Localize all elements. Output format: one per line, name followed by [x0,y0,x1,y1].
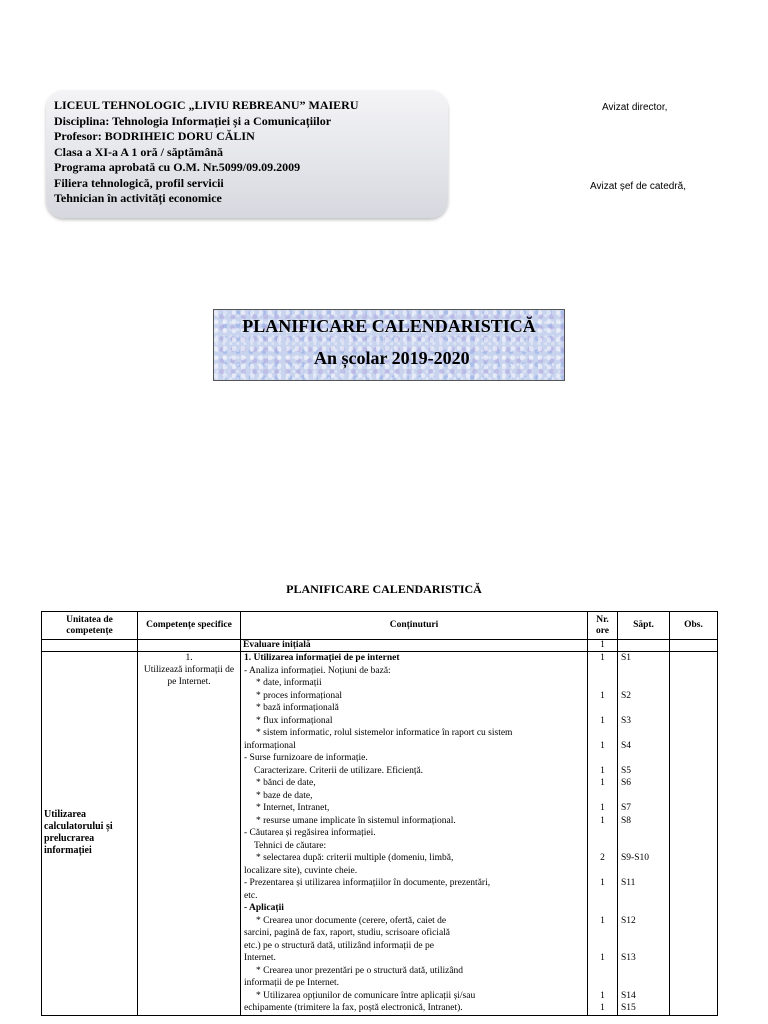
initial-evaluation-label: Evaluare inițială [241,640,588,652]
program-info: Programa aprobată cu O.M. Nr.5099/09.09.2009 [54,160,301,174]
week-value: S13 [621,953,636,963]
content-line: * resurse umane implicate în sistemul informațional. [256,815,456,826]
content-line: - Prezentarea și utilizarea informațiilor în documente, prezentări, [244,878,491,888]
specific-competence: 1. Utilizează informații de pe Internet. [138,652,241,1016]
hours-value [590,752,615,765]
hours-value: 1 [600,740,605,751]
competence-unit: Utilizarea calculatorului și prelucrarea informației [42,652,138,1016]
hours-value: 1 [600,715,605,726]
week-value: S6 [621,778,632,788]
title-line2: An școlar 2019-2020 [314,348,470,368]
content-line: 1. Utilizarea informației de pe internet [244,653,400,663]
week-value [621,927,667,940]
content-line: Tehnici de căutare: [254,840,327,851]
week-value: S9-S10 [621,853,649,863]
hours-value: 1 [600,815,605,826]
content-line: Internet. [244,953,276,963]
week-value: S5 [621,765,632,776]
header-box [46,90,448,218]
table-title: PLANIFICARE CALENDARISTICĂ [286,582,482,596]
hours-value [590,702,615,715]
hours-value [590,965,615,978]
week-value: S11 [621,878,636,888]
header-content: Conținuturi [241,612,588,640]
hours-value: 1 [600,878,605,888]
week-value [621,965,667,978]
week-value [621,827,667,840]
week-value [621,752,667,765]
track-info: Filiera tehnologică, profil servicii [54,175,224,190]
table-header-row [42,612,718,640]
week-cell [618,652,670,1016]
content-line: * bază informațională [256,703,339,713]
hours-value [590,927,615,940]
content-cell [241,652,588,1016]
week-value: S12 [621,915,636,926]
week-value: S7 [621,803,632,813]
week-value [621,677,667,690]
teacher: Profesor: BODRIHEIC DORU CĂLIN [54,129,255,143]
hours-value: 1 [600,690,605,701]
header-unit: Unitatea de competențe [42,612,138,640]
week-value [621,702,667,715]
content-line: - Aplicații [244,903,284,913]
content-line: - Analiza informației. Noțiuni de bază: [244,665,391,676]
content-line: * Crearea unor prezentări pe o structură dată, utilizând [256,965,464,976]
hours-value [590,840,615,853]
hours-value [590,827,615,840]
week-value [621,890,667,903]
hours-cell [588,652,618,1016]
discipline: Disciplina: Tehnologia Informației și a Comunicațiilor [54,113,332,128]
week-value [621,665,667,678]
initial-evaluation-row [42,640,718,652]
hours-value: 1 [600,1003,605,1013]
content-line: * bănci de date, [256,778,316,788]
week-value [621,865,667,878]
header-week: Săpt. [618,612,670,640]
content-line: - Căutarea și regăsirea informației. [244,828,376,838]
header-obs: Obs. [670,612,718,640]
content-line: * Crearea unor documente (cerere, ofertă, caiet de [256,915,447,926]
content-line: * date, informații [256,678,322,688]
hours-value [590,865,615,878]
header-hours: Nr. ore [588,612,618,640]
header-competence: Competențe specifice [138,612,241,640]
week-value: S8 [621,815,632,826]
avizat-sef-catedra: Avizat șef de catedră, [590,181,686,192]
content-line: * selectarea după: criterii multiple (domeniu, limbă, [256,853,454,863]
hours-value: 1 [600,778,605,788]
week-value [621,840,667,853]
hours-value [590,790,615,803]
school-name: LICEUL TEHNOLOGIC „LIVIU REBREANU” MAIERU [54,98,359,112]
content-line: Caracterizare. Criterii de utilizare. Eficiență. [254,765,424,776]
content-line: echipamente (trimitere la fax, poștă electronică, Intranet). [244,1003,463,1013]
qualification: Tehnician în activități economice [54,191,222,205]
title-line1: PLANIFICARE CALENDARISTICĂ [242,316,536,336]
content-line: informațional [244,740,296,751]
content-line: * flux informațional [256,715,333,726]
content-line: * sistem informatic, rolul sistemelor informatice în raport cu sistem [256,728,513,738]
avizat-director: Avizat director, [602,102,668,113]
hours-value: 1 [600,953,605,963]
week-value [621,977,667,990]
content-line: * Utilizarea opțiunilor de comunicare între aplicații și/sau [256,990,476,1001]
hours-value: 1 [600,803,605,813]
content-line: informații de pe Internet. [244,978,339,988]
content-line: * Internet, Intranet, [256,803,330,813]
hours-value: 1 [600,765,605,776]
week-value [621,940,667,953]
table-row [42,652,718,1016]
title-box [213,309,565,381]
hours-value [590,890,615,903]
obs-cell [670,652,718,1016]
hours-value: 1 [600,653,605,663]
hours-value [590,727,615,740]
content-line: sarcini, pagină de fax, raport, studiu, scrisoare oficială [244,928,451,938]
week-value: S1 [621,653,632,663]
hours-value: 2 [600,853,605,863]
content-line: etc.) pe o structură dată, utilizând informații de pe [244,940,434,951]
hours-value [590,977,615,990]
hours-value [590,940,615,953]
content-line: * proces informațional [256,690,343,701]
week-value: S4 [621,740,632,751]
week-value: S3 [621,715,632,726]
class-info: Clasa a XI-a A 1 oră / săptămână [54,144,224,159]
hours-value [590,902,615,915]
planning-table [41,611,718,1016]
content-line: - Surse furnizoare de informație. [244,753,368,763]
content-line: etc. [244,890,258,901]
content-line: localizare site), cuvinte cheie. [244,865,358,876]
week-value [621,902,667,915]
week-value: S14 [621,990,636,1001]
week-value [621,790,667,803]
hours-value [590,677,615,690]
initial-evaluation-hours: 1 [588,640,618,652]
week-value [621,727,667,740]
content-line: * baze de date, [256,790,313,801]
week-value: S15 [621,1003,636,1013]
hours-value: 1 [600,990,605,1001]
hours-value [590,665,615,678]
week-value: S2 [621,690,632,701]
hours-value: 1 [600,915,605,926]
